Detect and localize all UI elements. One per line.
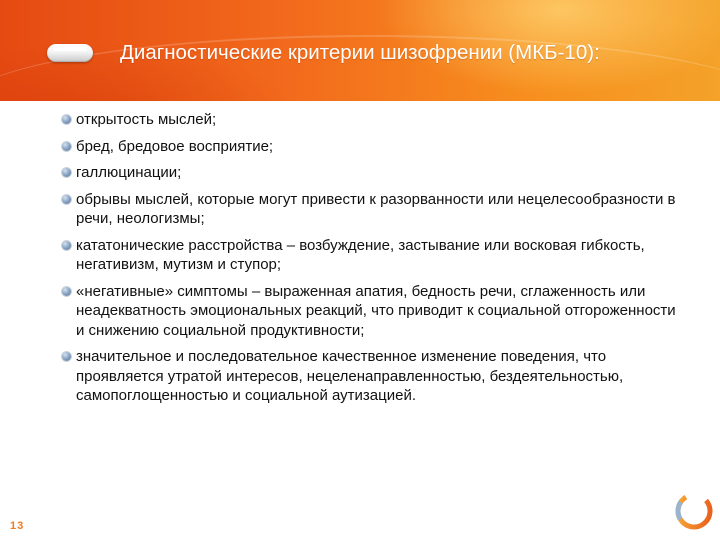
list-item <box>62 282 682 341</box>
list-item-text: кататонические расстройства – возбуждение, застывание или восковая гибкость, негативизм, мутизм и ступор; <box>76 236 645 273</box>
list-item-text: галлюцинации; <box>76 164 182 181</box>
header-banner <box>0 0 720 101</box>
slide-title: Диагностические критерии шизофрении (МКБ-10): <box>120 41 600 64</box>
bullet-dot-icon <box>62 168 71 177</box>
list-item <box>62 163 682 183</box>
bullet-dot-icon <box>62 115 71 124</box>
list-item <box>62 190 682 229</box>
list-item-text: «негативные» симптомы – выраженная апатия, бедность речи, сглаженность или неадекватность эмоциональных реакций, что приводит к социальной отгороженности и снижению социальной продуктивности; <box>76 282 676 339</box>
list-item <box>62 236 682 275</box>
page-number: 13 <box>10 520 25 532</box>
list-item <box>62 347 682 406</box>
criteria-list <box>62 110 682 413</box>
list-item <box>62 110 682 130</box>
bullet-dot-icon <box>62 352 71 361</box>
list-item <box>62 137 682 157</box>
bullet-dot-icon <box>62 287 71 296</box>
bullet-dot-icon <box>62 142 71 151</box>
ring-logo-icon <box>672 489 716 533</box>
list-item-text: бред, бредовое восприятие; <box>76 137 274 155</box>
list-item-text: открытость мыслей; <box>76 111 217 128</box>
list-item-text: значительное и последовательное качественное изменение поведения, что проявляется утратой интересов, нецеленаправленностью, бездеятельностью, самопоглощенностью и социальной аутизацией. <box>76 348 624 404</box>
bullet-dot-icon <box>62 241 71 250</box>
pill-icon <box>47 44 93 62</box>
list-item-text: обрывы мыслей, которые могут привести к разорванности или нецелесообразности в речи, неологизмы; <box>76 190 676 227</box>
bullet-dot-icon <box>62 195 71 204</box>
